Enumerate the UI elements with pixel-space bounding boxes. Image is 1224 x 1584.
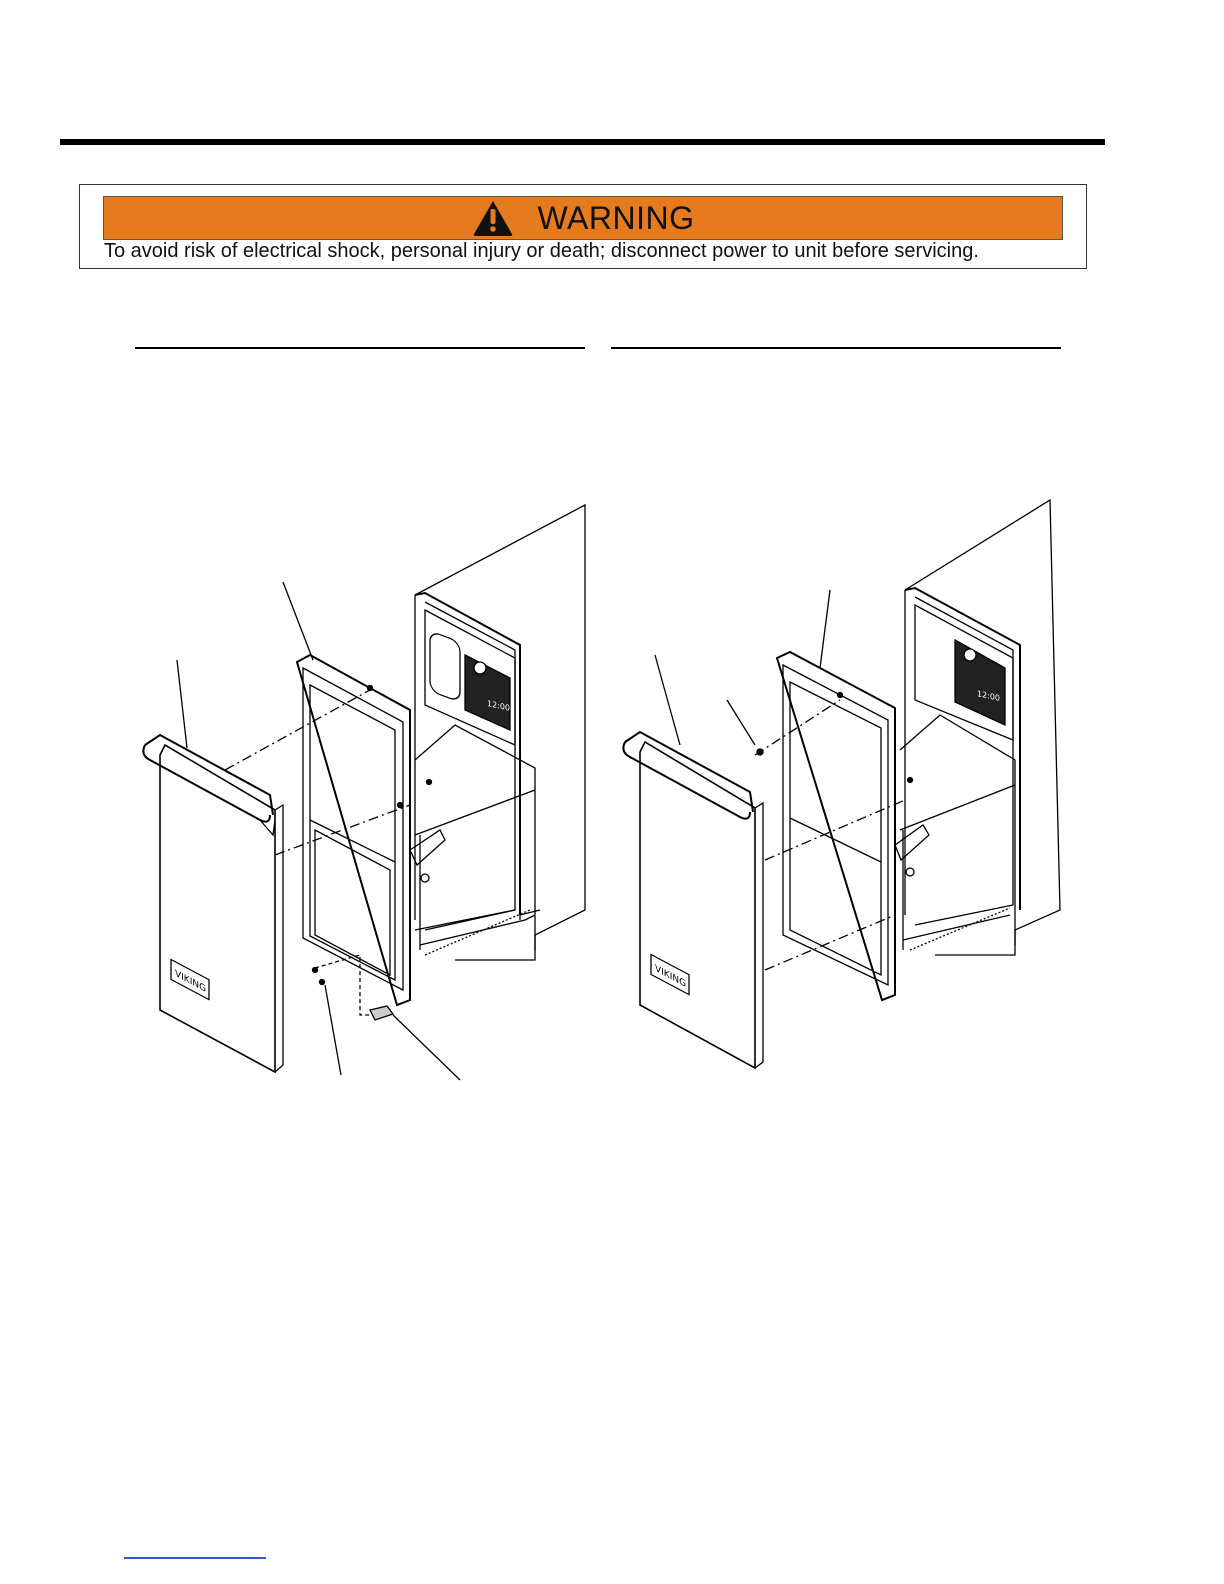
left-column-rule [135,347,585,349]
alert-triangle-icon [472,199,514,237]
right-exploded-diagram [605,490,1075,1090]
left-diagram-svg [125,490,595,1090]
svg-text:VIKING: VIKING [175,968,207,995]
left-exploded-diagram [125,490,595,1090]
footer-link-underline[interactable] [124,1557,266,1559]
right-column-rule [611,347,1061,349]
left-display-time: 12:00 [487,698,511,713]
top-rule [60,139,1105,145]
warning-title: WARNING [537,199,695,236]
warning-bar [103,196,1063,240]
right-display-time: 12:00 [977,688,1001,703]
warning-box [79,184,1087,269]
svg-text:VIKING: VIKING [655,963,687,990]
warning-message: To avoid risk of electrical shock, personal injury or death; disconnect power to unit before servicing. [104,240,979,262]
right-diagram-svg [605,490,1075,1090]
